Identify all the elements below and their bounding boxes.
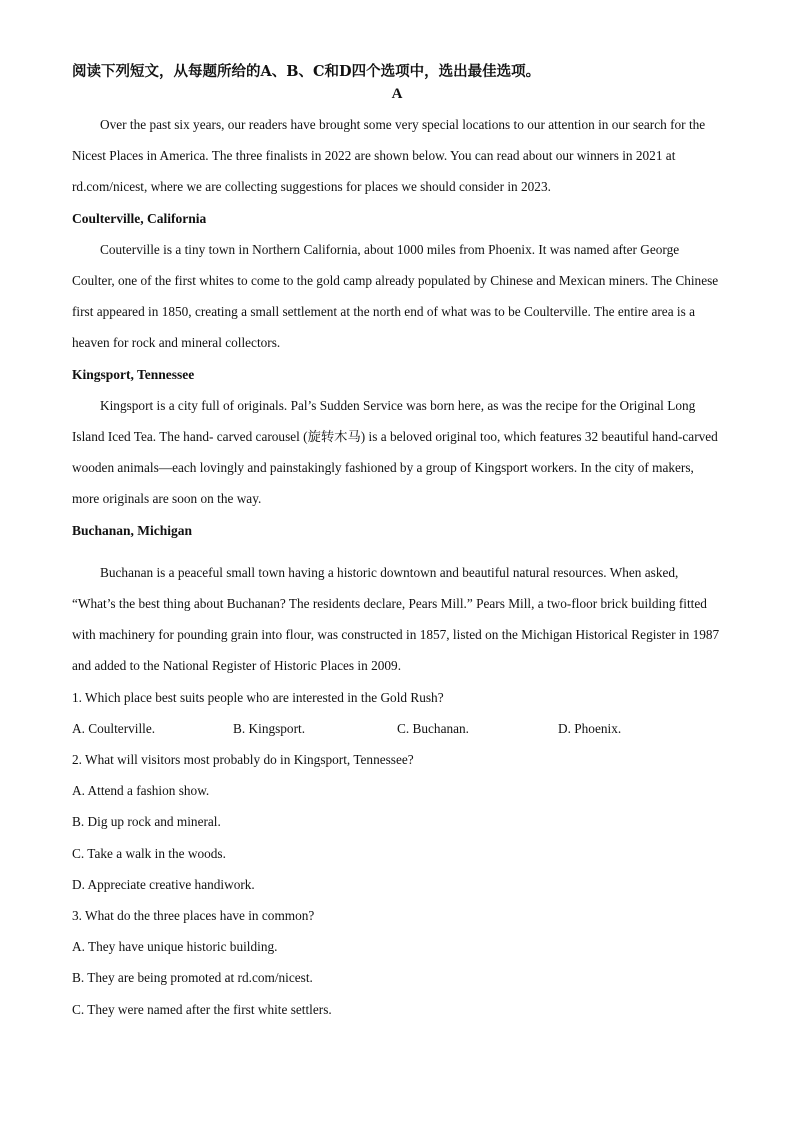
question-3-option-c[interactable]: C. They were named after the first white settlers. [72,1001,332,1017]
place-text-buchanan: Buchanan is a peaceful small town having a historic downtown and beautiful natural resources. When asked, “What’s the best thing about Buchanan? The residents declare, Pears Mill.” Pears Mill, a two-floor brick building fitted with machinery for pounding grain into flour, was constructed in 1857, listed on the Michigan Historical Register in 1987 and added to the National Register of Historic Places in 2009. [72,564,720,674]
question-1-stem: 1. Which place best suits people who are interested in the Gold Rush? [72,689,444,705]
place-heading-kingsport: Kingsport, Tennessee [72,366,195,382]
question-1-option-a[interactable]: A. Coulterville. [72,720,156,736]
question-2-stem: 2. What will visitors most probably do in Kingsport, Tennessee? [72,752,414,768]
question-2-option-a[interactable]: A. Attend a fashion show. [72,783,210,799]
question-2-option-b[interactable]: B. Dig up rock and mineral. [72,814,221,830]
question-1-options [72,713,722,744]
intro-paragraph: Over the past six years, our readers have brought some very special locations to our attention in our search for the Nicest Places in America. The three finalists in 2022 are shown below. You can read about our winners in 2021 at rd.com/nicest, where we are collecting suggestions for places we should consider in 2023. [72,117,706,195]
question-3-option-a[interactable]: A. They have unique historic building. [72,939,278,955]
place-text-kingsport: Kingsport is a city full of originals. Pal’s Sudden Service was born here, as was the recipe for the Original Long Island Iced Tea. The hand- carved carousel (旋转木马) is a beloved original too, which features 32 beautiful hand-carved wooden animals—each lovingly and painstakingly fashioned by a group of Kingsport workers. In the city of makers, more originals are soon on the way. [72,397,718,507]
question-2-option-c[interactable]: C. Take a walk in the woods. [72,845,226,861]
place-heading-coulterville: Coulterville, California [72,210,207,226]
question-2-option-d[interactable]: D. Appreciate creative handiwork. [72,876,255,892]
place-heading-buchanan: Buchanan, Michigan [72,522,193,538]
spacer [72,546,722,557]
question-1-option-c[interactable]: C. Buchanan. [397,720,470,736]
question-3-option-b[interactable]: B. They are being promoted at rd.com/nicest. [72,970,313,986]
section-label: A [391,86,403,102]
question-1-option-d[interactable]: D. Phoenix. [558,720,622,736]
instruction-text: 阅读下列短文，从每题所给的A、B、C和D四个选项中，选出最佳选项。 [72,63,541,80]
place-text-coulterville: Couterville is a tiny town in Northern California, about 1000 miles from Phoenix. It was named after George Coulter, one of the first whites to come to the gold camp already populated by Chinese and Mexican miners. The Chinese first appeared in 1850, creating a small settlement at the north end of what was to be Coulterville. The entire area is a heaven for rock and mineral collectors. [72,241,719,351]
question-1-option-b[interactable]: B. Kingsport. [233,720,306,736]
document-page [72,60,722,1025]
question-3-stem: 3. What do the three places have in common? [72,908,315,924]
